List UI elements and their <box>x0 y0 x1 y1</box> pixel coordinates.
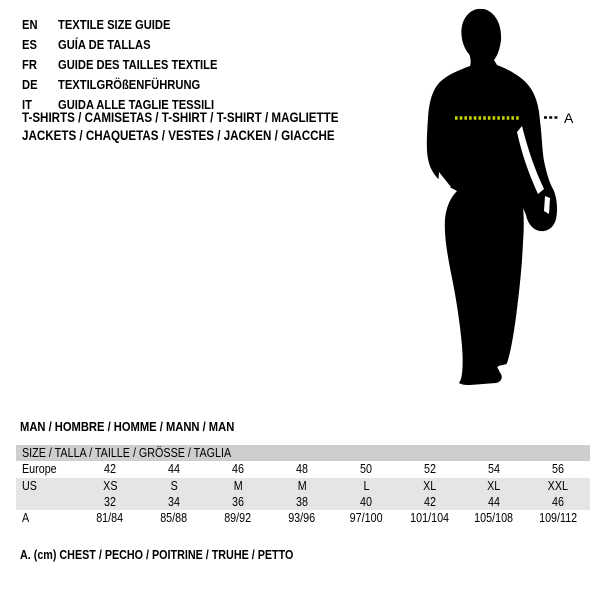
table-row-chest-a <box>16 510 590 527</box>
cell-value: XXL <box>547 479 569 493</box>
cell-value: 42 <box>424 495 436 509</box>
hand-slit <box>544 196 550 214</box>
cell-value: M <box>233 479 243 493</box>
size-table-header-row <box>16 445 590 461</box>
cell-value: 97/100 <box>349 511 383 525</box>
cell-value: 46 <box>552 495 564 509</box>
man-silhouette <box>427 9 557 385</box>
cell-value: 56 <box>552 462 564 476</box>
cell-value: 38 <box>296 495 308 509</box>
section-title-man: MAN / HOMBRE / HOMME / MANN / MAN <box>20 419 235 434</box>
language-code: EN <box>22 17 38 32</box>
row-label: A <box>22 511 30 525</box>
language-code: ES <box>22 37 37 52</box>
cell-value: 93/96 <box>288 511 316 525</box>
size-table-header: SIZE / TALLA / TAILLE / GRÖSSE / TAGLIA <box>22 446 232 460</box>
cell-value: 85/88 <box>160 511 188 525</box>
row-label: Europe <box>22 462 57 476</box>
cell-value: 40 <box>360 495 372 509</box>
cell-value: 50 <box>360 462 372 476</box>
cell-value: 52 <box>424 462 436 476</box>
cell-value: 44 <box>488 495 500 509</box>
language-code: FR <box>22 57 37 72</box>
cell-value: XL <box>423 479 437 493</box>
size-table <box>16 445 590 527</box>
cell-value: XL <box>487 479 501 493</box>
category-jackets: JACKETS / CHAQUETAS / VESTES / JACKEN / GIACCHE <box>22 127 335 143</box>
language-code: DE <box>22 77 38 92</box>
category-tshirts: T-SHIRTS / CAMISETAS / T-SHIRT / T-SHIRT / MAGLIETTE <box>22 110 339 125</box>
cell-value: XS <box>102 479 118 493</box>
table-row-us-letters <box>16 478 590 494</box>
cell-value: S <box>170 479 178 493</box>
cell-value: 54 <box>488 462 500 476</box>
cell-value: L <box>363 479 369 493</box>
cell-value: 34 <box>168 495 180 509</box>
table-row-us-numbers <box>16 494 590 510</box>
cell-value: M <box>297 479 307 493</box>
cell-value: 81/84 <box>96 511 124 525</box>
cell-value: 44 <box>168 462 180 476</box>
cell-value: 89/92 <box>224 511 252 525</box>
table-row-europe <box>16 461 590 478</box>
language-title: GUÍA DE TALLAS <box>58 37 151 52</box>
cell-value: 105/108 <box>474 511 514 525</box>
language-title: GUIDA ALLE TAGLIE TESSILI <box>58 97 215 112</box>
cell-value: 32 <box>104 495 116 509</box>
cell-value: 109/112 <box>538 511 578 525</box>
cell-value: 42 <box>104 462 116 476</box>
measure-label-a: A <box>564 110 574 126</box>
language-title: TEXTILGRÖßENFÜHRUNG <box>58 77 201 92</box>
cell-value: 36 <box>232 495 244 509</box>
measurement-footnote: A. (cm) CHEST / PECHO / POITRINE / TRUHE / PETTO <box>20 548 294 562</box>
language-title: TEXTILE SIZE GUIDE <box>58 17 171 32</box>
cell-value: 46 <box>232 462 244 476</box>
language-title: GUIDE DES TAILLES TEXTILE <box>58 57 218 72</box>
cell-value: 101/104 <box>410 511 450 525</box>
language-code: IT <box>22 97 32 112</box>
row-label: US <box>22 479 37 493</box>
cell-value: 48 <box>296 462 308 476</box>
